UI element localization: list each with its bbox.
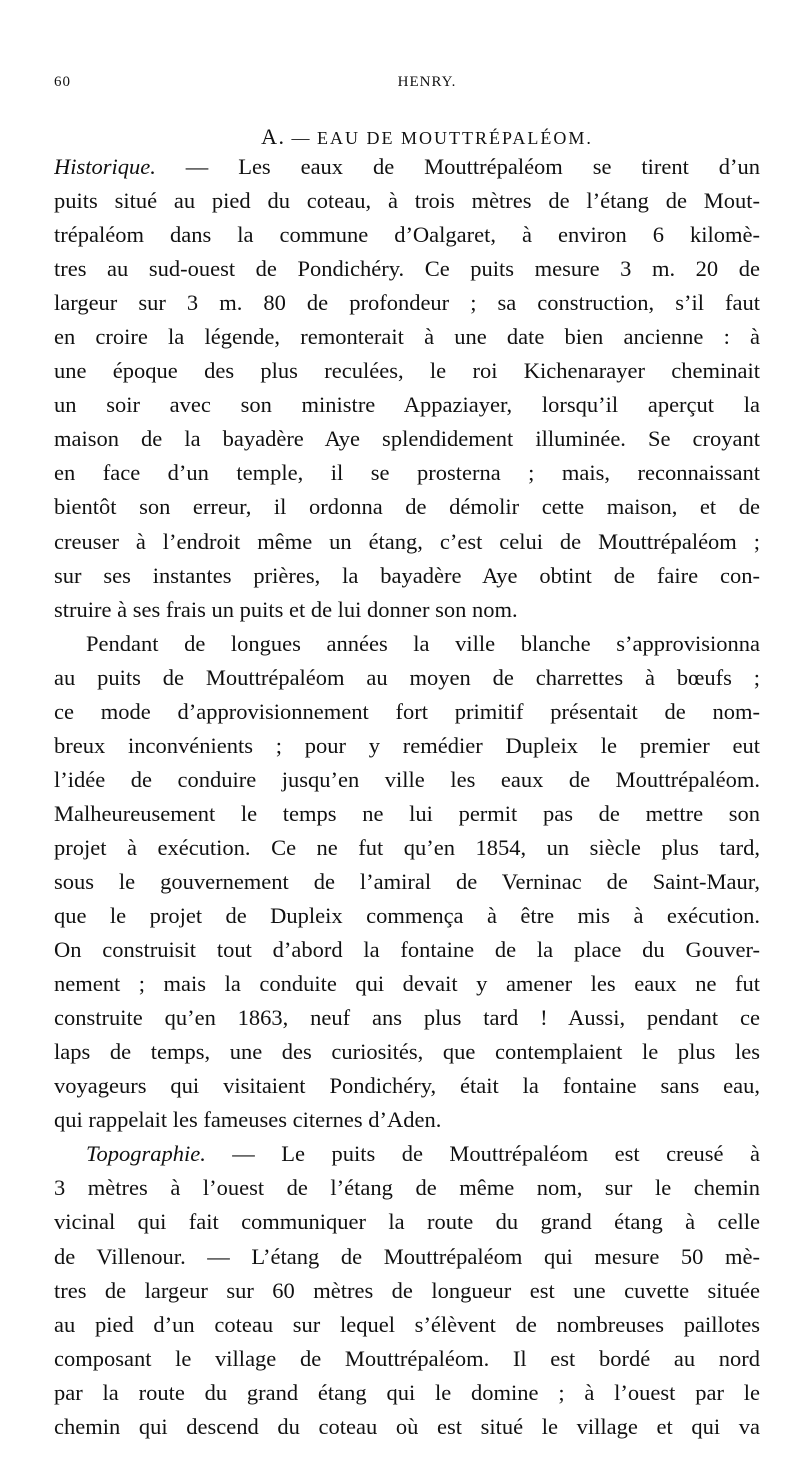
- text-line: [54, 797, 760, 831]
- text-line: [54, 763, 760, 797]
- line-text: au pied d’un coteau sur lequel s’élèvent de nombreuses paillotes: [54, 1311, 760, 1337]
- text-line: [54, 967, 760, 1001]
- line-text: chemin qui descend du coteau où est situé le village et qui va: [54, 1413, 760, 1439]
- section-title: EAU DE MOUTTRÉPALÉOM.: [317, 128, 593, 148]
- line-text: 3 mètres à l’ouest de l’étang de même nom, sur le chemin: [54, 1175, 760, 1201]
- text-line: [54, 1376, 760, 1410]
- line-text: Pendant de longues années la ville blanche s’approvisionna: [86, 630, 760, 656]
- line-text: que le projet de Dupleix commença à être mis à exécution.: [54, 903, 760, 929]
- line-text: breux inconvénients ; pour y remédier Dupleix le premier eut: [54, 732, 760, 758]
- line-text: ce mode d’approvisionnement fort primitif présentait de nom-: [54, 698, 760, 724]
- text-line: [54, 1342, 760, 1376]
- text-line: [54, 1308, 760, 1342]
- text-line: [54, 525, 760, 559]
- line-text: au puits de Mouttrépaléom au moyen de charrettes à bœufs ;: [54, 664, 760, 690]
- text-line: [54, 354, 760, 388]
- line-text: en croire la légende, remonterait à une date bien ancienne : à: [54, 324, 760, 350]
- section-heading: [54, 124, 760, 150]
- text-line: [54, 1137, 760, 1171]
- text-line: [54, 422, 760, 456]
- section-letter: A.: [261, 124, 286, 149]
- text-line: [54, 831, 760, 865]
- line-text: par la route du grand étang qui le domine ; à l’ouest par le: [54, 1379, 760, 1405]
- text-line: [54, 456, 760, 490]
- line-text: maison de la bayadère Aye splendidement illuminée. Se croyant: [54, 426, 760, 452]
- line-text: projet à exécution. Ce ne fut qu’en 1854, un siècle plus tard,: [54, 834, 760, 860]
- line-text: un soir avec son ministre Appaziayer, lorsqu’il aperçut la: [54, 392, 760, 418]
- line-text: tres au sud-ouest de Pondichéry. Ce puits mesure 3 m. 20 de: [54, 256, 760, 282]
- text-line: [54, 490, 760, 524]
- text-line: [54, 1001, 760, 1035]
- text-line: [54, 695, 760, 729]
- line-text: construite qu’en 1863, neuf ans plus tard ! Aussi, pendant ce: [54, 1005, 760, 1031]
- line-text: puits situé au pied du coteau, à trois mètres de l’étang de Mout-: [54, 188, 760, 214]
- line-text: sur ses instantes prières, la bayadère Aye obtint de faire con-: [54, 562, 760, 588]
- text-line: [54, 1410, 760, 1444]
- line-text: struire à ses frais un puits et de lui donner son nom.: [54, 596, 518, 622]
- text-line: [54, 286, 760, 320]
- text-line: [54, 729, 760, 763]
- text-line: [54, 593, 760, 627]
- section-dash: —: [291, 128, 312, 148]
- line-text: trépaléom dans la commune d’Oalgaret, à environ 6 kilomè-: [54, 222, 760, 248]
- running-header: [54, 74, 760, 96]
- text-line: [54, 252, 760, 286]
- page-number: 60: [54, 74, 71, 90]
- text-line: [54, 559, 760, 593]
- paragraph-lead: Topographie.: [86, 1141, 206, 1167]
- text-line: [54, 1103, 760, 1137]
- paragraph-lead: Historique.: [54, 154, 156, 179]
- line-text: nement ; mais la conduite qui devait y amener les eaux ne fut: [54, 971, 760, 997]
- text-line: [54, 150, 760, 184]
- text-line: [54, 1205, 760, 1239]
- line-text: tres de largeur sur 60 mètres de longueur est une cuvette située: [54, 1277, 760, 1303]
- line-text: — Le puits de Mouttrépaléom est creusé à: [205, 1141, 760, 1167]
- line-text: On construisit tout d’abord la fontaine de la place du Gouver-: [54, 937, 760, 963]
- text-line: [54, 320, 760, 354]
- text-line: [54, 1035, 760, 1069]
- text-line: [54, 899, 760, 933]
- text-line: [54, 865, 760, 899]
- text-line: [54, 627, 760, 661]
- text-line: [54, 933, 760, 967]
- text-line: [54, 1171, 760, 1205]
- line-text: creuser à l’endroit même un étang, c’est celui de Mouttrépaléom ;: [54, 528, 760, 554]
- text-line: [54, 1240, 760, 1274]
- line-text: largeur sur 3 m. 80 de profondeur ; sa construction, s’il faut: [54, 290, 760, 316]
- line-text: bientôt son erreur, il ordonna de démolir cette maison, et de: [54, 494, 760, 520]
- line-text: qui rappelait les fameuses citernes d’Aden.: [54, 1107, 442, 1133]
- text-line: [54, 661, 760, 695]
- text-line: [54, 388, 760, 422]
- line-text: l’idée de conduire jusqu’en ville les eaux de Mouttrépaléom.: [54, 766, 760, 792]
- body-text: [54, 150, 760, 1444]
- line-text: de Villenour. — L’étang de Mouttrépaléom qui mesure 50 mè-: [54, 1243, 760, 1269]
- line-text: voyageurs qui visitaient Pondichéry, était la fontaine sans eau,: [54, 1073, 760, 1099]
- text-line: [54, 1069, 760, 1103]
- text-line: [54, 218, 760, 252]
- line-text: en face d’un temple, il se prosterna ; mais, reconnaissant: [54, 460, 760, 486]
- line-text: une époque des plus reculées, le roi Kichenarayer cheminait: [54, 358, 760, 384]
- line-text: — Les eaux de Mouttrépaléom se tirent d’un: [155, 154, 760, 179]
- text-line: [54, 184, 760, 218]
- text-line: [54, 1274, 760, 1308]
- line-text: composant le village de Mouttrépaléom. Il est bordé au nord: [54, 1345, 760, 1371]
- running-title: HENRY.: [397, 74, 457, 90]
- line-text: vicinal qui fait communiquer la route du grand étang à celle: [54, 1209, 760, 1235]
- line-text: Malheureusement le temps ne lui permit pas de mettre son: [54, 800, 760, 826]
- line-text: sous le gouvernement de l’amiral de Verninac de Saint-Maur,: [54, 868, 760, 894]
- line-text: laps de temps, une des curiosités, que contemplaient le plus les: [54, 1039, 760, 1065]
